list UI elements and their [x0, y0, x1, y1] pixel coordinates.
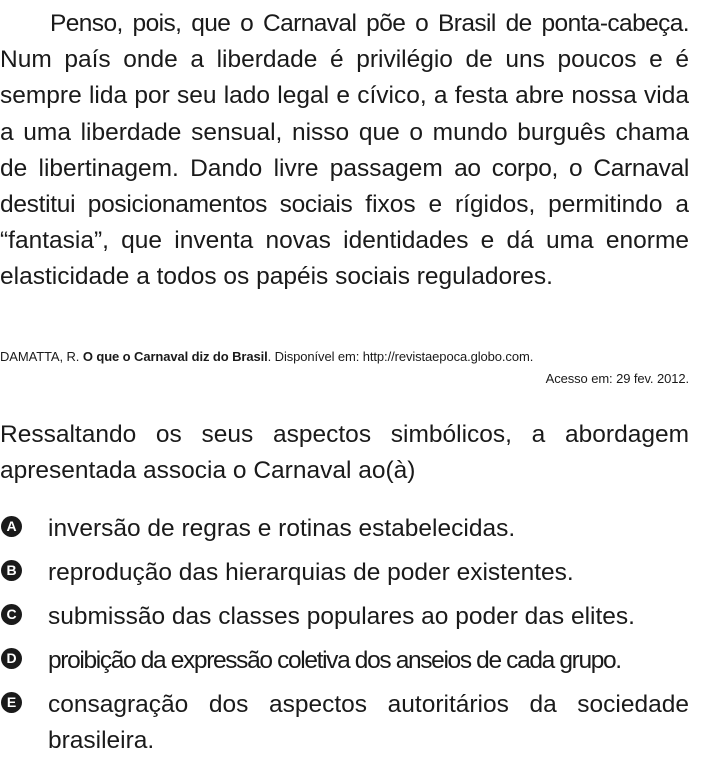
passage-line-4: nossa vida a uma liberdade sensual, nisso que o mundo [0, 82, 689, 146]
option-e-text: consagração dos aspectos autoritários da sociedade brasileira. [48, 691, 689, 755]
passage-line-6: ao corpo, o Carnaval destitui posicionamentos sociais [0, 154, 689, 219]
source-citation [0, 346, 689, 390]
option-d-text: proibição da expressão coletiva dos anseios de cada grupo. [48, 647, 621, 674]
citation-title: O que o Carnaval diz do Brasil [82, 349, 268, 364]
passage-line-3: é sempre lida por seu lado legal e cívico, a festa abre [0, 46, 689, 110]
passage-line-8: identidades e dá uma enorme elasticidade a todos os [0, 227, 689, 291]
question-text: Ressaltando os seus aspectos simbólicos, a abordagem apresentada associa o Carnaval ao(à) [0, 421, 689, 485]
passage-line-9: papéis sociais reguladores. [256, 263, 553, 291]
option-b-text: reprodução das hierarquias de poder existentes. [48, 559, 574, 586]
option-a-letter-icon: A [1, 516, 22, 537]
option-c-letter-icon: C [1, 604, 22, 625]
passage-text [0, 6, 689, 296]
passage-line-7: fixos e rígidos, permitindo a “fantasia”, que inventa novas [0, 191, 689, 255]
option-e-letter-icon: E [1, 692, 22, 713]
citation-author: DAMATTA, R. [0, 349, 83, 364]
passage-line-1: Penso, pois, que o Carnaval põe o Brasil de ponta-cabeça. [50, 10, 689, 37]
citation-line-1 [0, 346, 689, 368]
option-c-text: submissão das classes populares ao poder das elites. [48, 603, 635, 630]
option-a-text: inversão de regras e rotinas estabelecidas. [48, 515, 516, 542]
passage-line-2: Num país onde a liberdade é privilégio de uns poucos e [0, 46, 663, 74]
passage-line-5: burguês chama de libertinagem. Dando livre passagem [0, 118, 689, 182]
option-b-letter-icon: B [1, 560, 22, 581]
citation-access-date: Acesso em: 29 fev. 2012. [545, 371, 689, 386]
option-d-letter-icon: D [1, 648, 22, 669]
citation-availability: . Disponível em: http://revistaepoca.globo.com. [267, 349, 534, 364]
